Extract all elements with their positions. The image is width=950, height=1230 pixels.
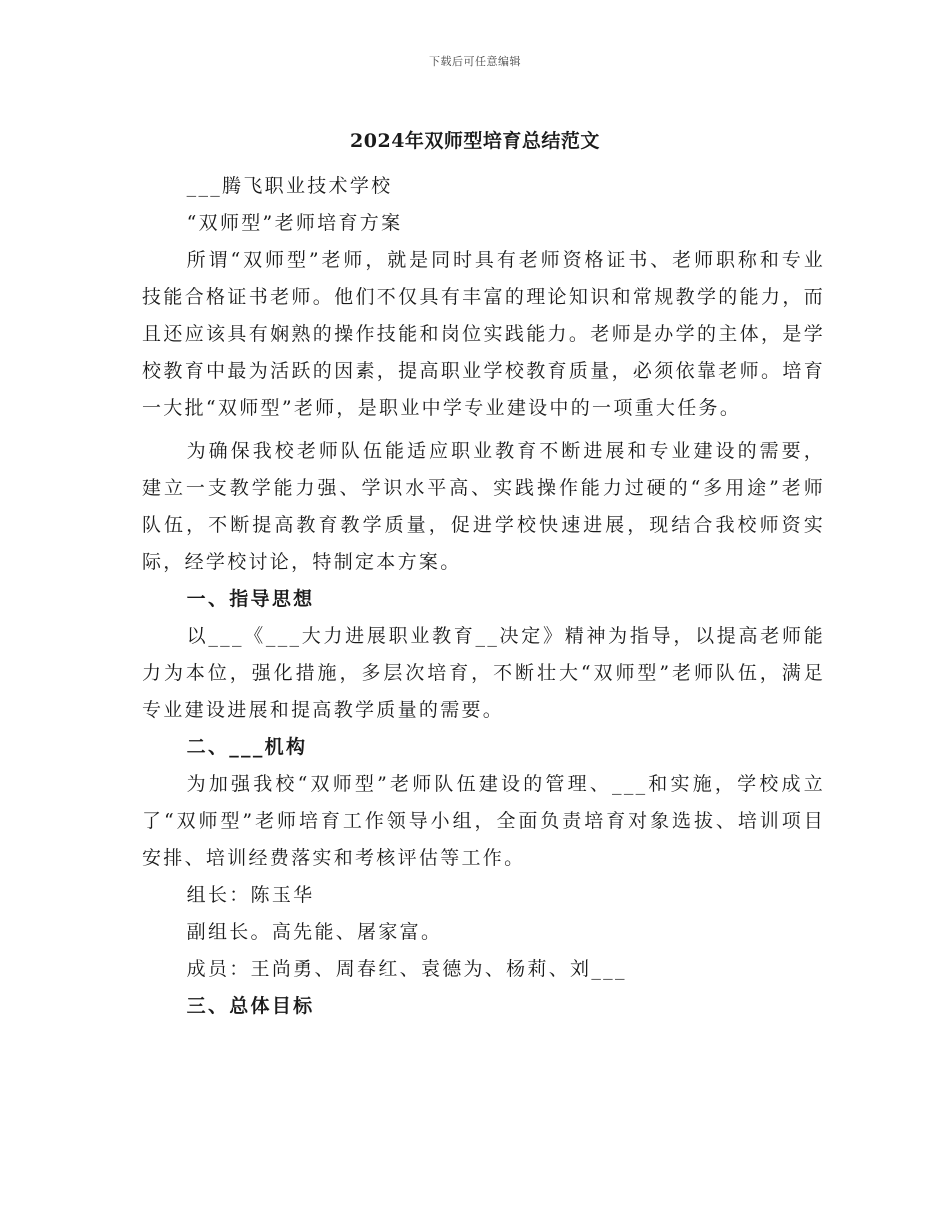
members-line: 成员：王尚勇、周春红、袁德为、杨莉、刘___	[186, 958, 627, 980]
plan-title: “双师型”老师培育方案	[186, 212, 403, 234]
section-heading-guiding-ideology: 一、指导思想	[186, 588, 315, 610]
section-heading-organization: 二、___机构	[186, 736, 308, 758]
section-organization-paragraph: 为加强我校“双师型”老师队伍建设的管理、___和实施，学校成立了“双师型”老师培育工作领导小组，全面负责培育对象选拔、培训项目安排、培训经费落实和考核评估等工作。	[142, 773, 825, 869]
header-note: 下载后可任意编辑	[429, 55, 521, 68]
intro-paragraph: 所谓“双师型”老师，就是同时具有老师资格证书、老师职称和专业技能合格证书老师。他们不仅具有丰富的理论知识和常规教学的能力，而且还应该具有娴熟的操作技能和岗位实践能力。老师是办学的主体，是学校教育中最为活跃的因素，提高职业学校教育质量，必须依靠老师。培育一大批“双师型”老师，是职业中学专业建设中的一项重大任务。	[142, 249, 825, 419]
section-guiding-ideology-paragraph: 以___《___大力进展职业教育__决定》精神为指导，以提高老师能力为本位，强化措施，多层次培育，不断壮大“双师型”老师队伍，满足专业建设进展和提高教学质量的需要。	[142, 625, 825, 721]
purpose-paragraph: 为确保我校老师队伍能适应职业教育不断进展和专业建设的需要，建立一支教学能力强、学识水平高、实践操作能力过硬的“多用途”老师队伍，不断提高教育教学质量，促进学校快速进展，现结合我校师资实际，经学校讨论，特制定本方案。	[142, 440, 825, 573]
section-heading-overall-goal: 三、总体目标	[186, 995, 315, 1017]
deputy-leader-line: 副组长。高先能、屠家富。	[186, 921, 443, 943]
document-body	[142, 168, 825, 1025]
school-line: ___腾飞职业技术学校	[186, 175, 393, 197]
document-title: 2024年双师型培育总结范文	[350, 130, 600, 152]
leader-line: 组长：陈玉华	[186, 884, 315, 906]
